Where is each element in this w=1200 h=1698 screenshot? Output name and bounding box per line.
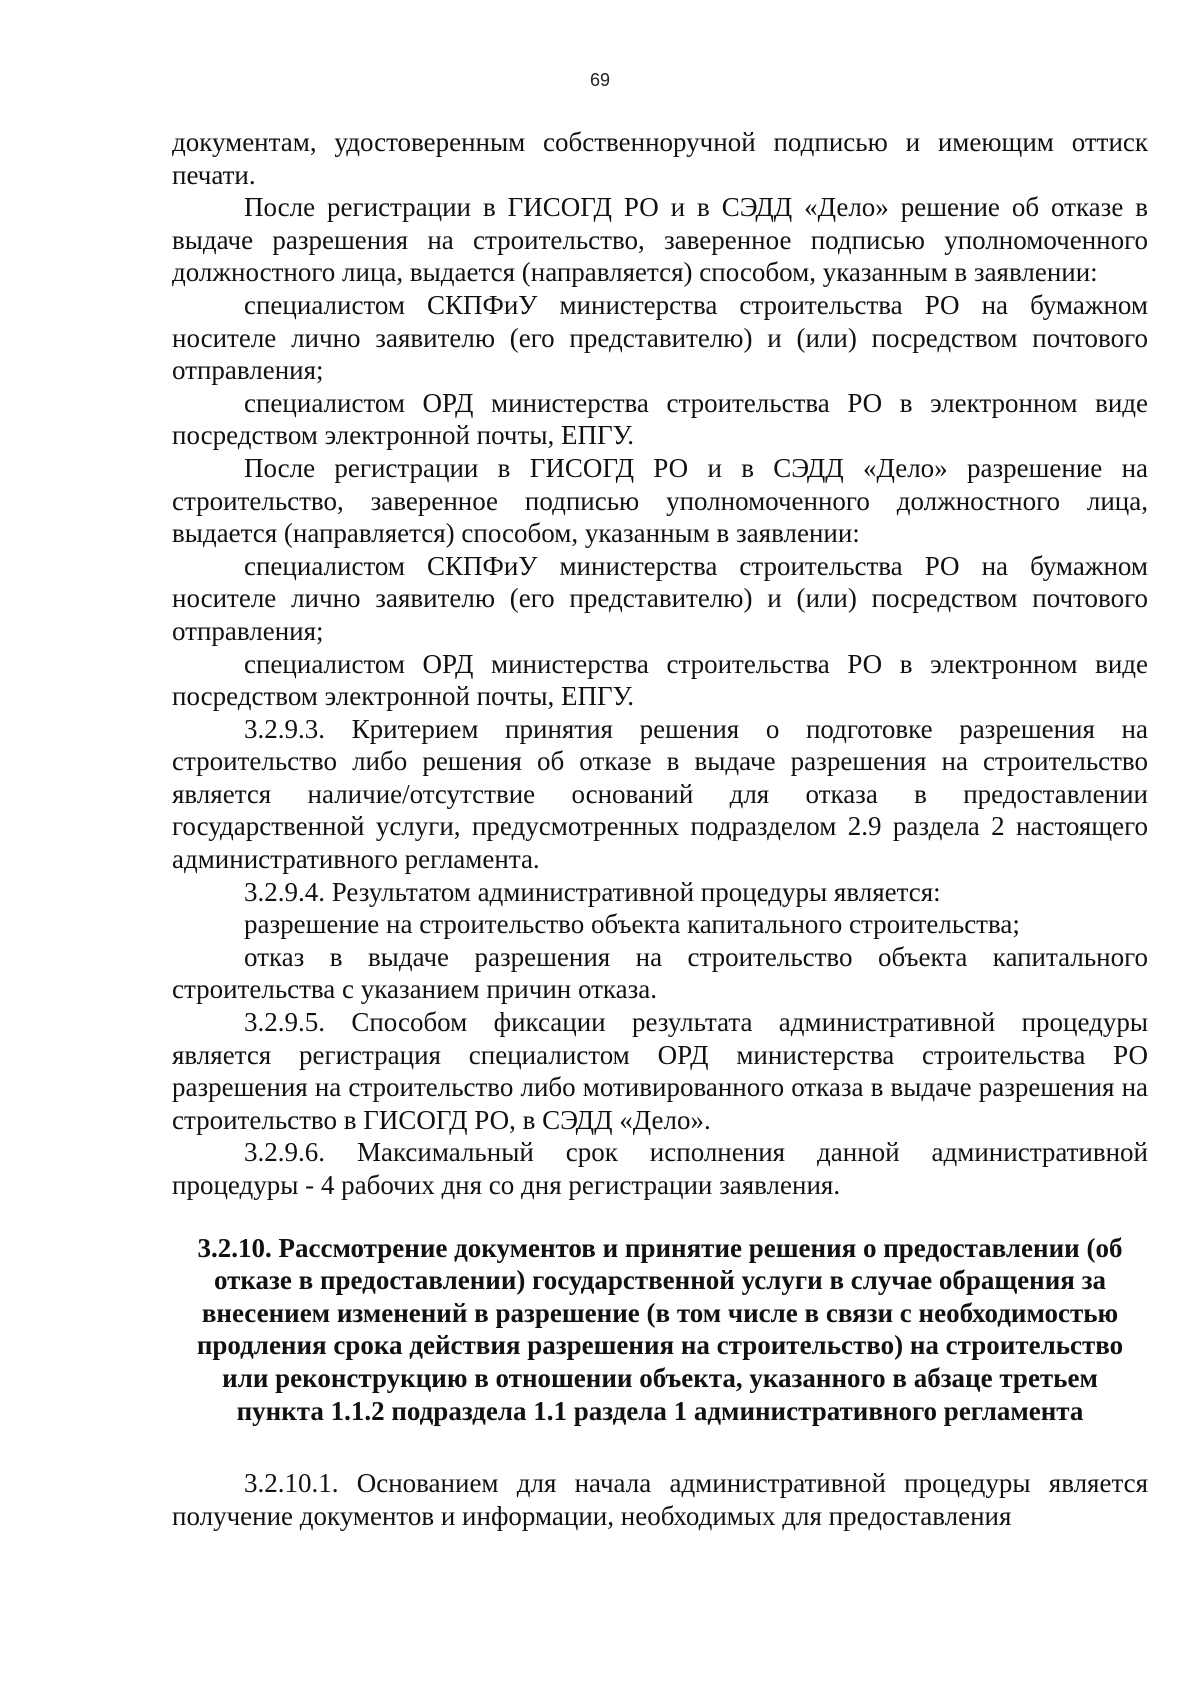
paragraph: специалистом ОРД министерства строительства РО в электронном виде посредством электронной почты, ЕПГУ. [172,387,1148,451]
paragraph: документам, удостоверенным собственноручной подписью и имеющим оттиск печати. [172,127,1148,190]
paragraph: специалистом СКПФиУ министерства строительства РО на бумажном носителе лично заявителю (его представителю) и (или) посредством почтового отправления; [172,289,1148,386]
paragraph: разрешение на строительство объекта капитального строительства; [244,909,1020,940]
paragraph: специалистом СКПФиУ министерства строительства РО на бумажном носителе лично заявителю (его представителю) и (или) посредством почтового отправления; [172,550,1148,646]
paragraph: После регистрации в ГИСОГД РО и в СЭДД «Дело» разрешение на строительство, заверенное подписью уполномоченного должностного лица, выдается (направляется) способом, указанным в заявлении: [172,452,1148,549]
section-heading: 3.2.10. Рассмотрение документов и принятие решения о предоставлении (об отказе в предоставлении) государственной услуги в случае обращения за внесением изменений в разрешение (в том числе в связи с необходимостью продления срока действия разрешения на строительство) на строительство или реконструкцию в отношении объекта, указанного в абзаце третьем пункта 1.1.2 подраздела 1.1 раздела 1 административного регламента [196,1232,1124,1426]
paragraph: 3.2.9.5. Способом фиксации результата административной процедуры является регистрация специалистом ОРД министерства строительства РО разрешения на строительство либо мотивированного отказа в выдаче разрешения на строительство в ГИСОГД РО, в СЭДД «Дело». [172,1007,1148,1135]
page-number: 69 [589,70,611,90]
paragraph: 3.2.9.6. Максимальный срок исполнения данной административной процедуры - 4 рабочих дня со дня регистрации заявления. [172,1137,1148,1200]
paragraph: 3.2.9.3. Критерием принятия решения о подготовке разрешения на строительство либо решения об отказе в выдаче разрешения на строительство является наличие/отсутствие оснований для отказа в предоставлении государственной услуги, предусмотренных подразделом 2.9 раздела 2 настоящего административного регламента. [172,713,1148,875]
paragraph: 3.2.10.1. Основанием для начала административной процедуры является получение документов и информации, необходимых для предоставления [172,1468,1148,1531]
paragraph: специалистом ОРД министерства строительства РО в электронном виде посредством электронной почты, ЕПГУ. [172,648,1148,712]
paragraph: 3.2.9.4. Результатом административной процедуры является: [244,876,941,907]
paragraph: отказ в выдаче разрешения на строительство объекта капитального строительства с указанием причин отказа. [172,941,1148,1005]
paragraph: После регистрации в ГИСОГД РО и в СЭДД «Дело» решение об отказе в выдаче разрешения на строительство, заверенное подписью уполномоченного должностного лица, выдается (направляется) способом, указанным в заявлении: [172,192,1148,288]
document-body [172,126,1148,1532]
